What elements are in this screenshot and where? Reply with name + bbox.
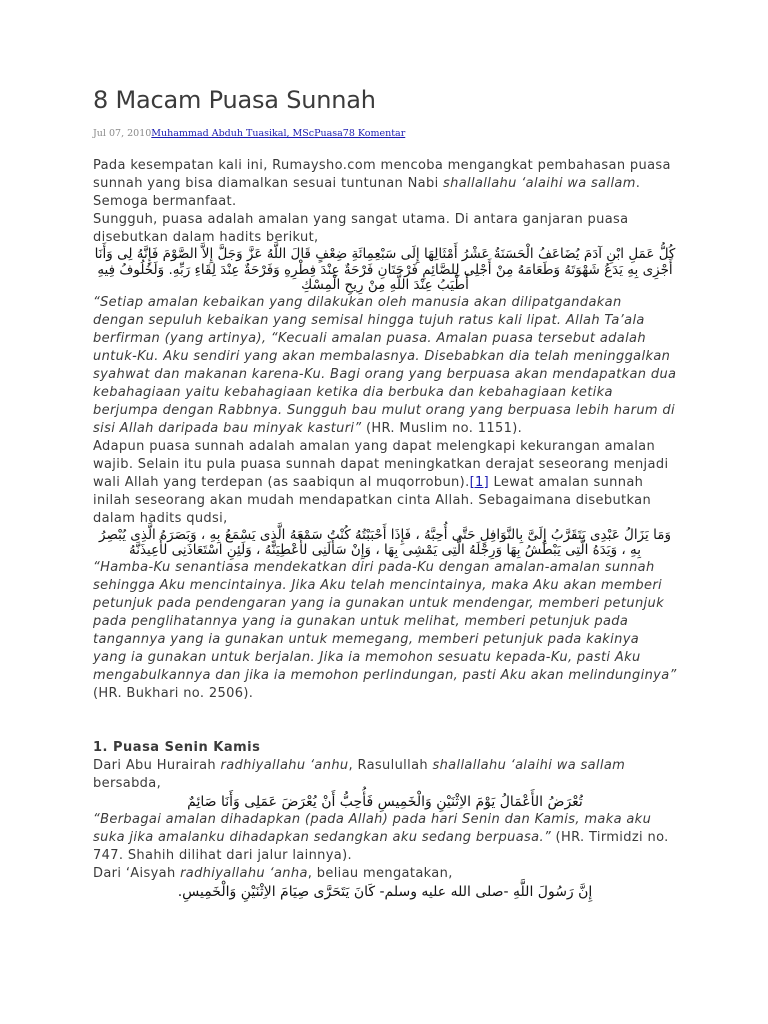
arabic-hadith-1: كُلُّ عَمَلِ ابْنِ آدَمَ يُضَاعَفُ الْحَسَنَةُ عَشْرُ أَمْثَالِهَا إِلَى سَبْعِمِائَةِ ضِعْفٍ قَالَ اللَّهُ عَزَّ وَجَلَّ إِلاَّ الصَّوْمَ فَإِنَّهُ لِى وَأَنَا أَجْزِى بِهِ يَدَعُ شَهْوَتَهُ وَطَعَامَهُ مِنْ أَجْلِى لِلصَّائِمِ فَرْحَتَانِ فَرْحَةٌ عِنْدَ فِطْرِهِ وَفَرْحَةٌ عِنْدَ لِقَاءِ رَبِّهِ. وَلَخُلُوفُ فِيهِ أَطْيَبُ عِنْدَ اللَّهِ مِنْ رِيحِ الْمِسْكِ [94, 246, 676, 293]
author-link[interactable]: Muhammad Abduh Tuasikal, MSc [151, 128, 315, 139]
article-body [93, 157, 677, 901]
salawat-italic: shallallahu ‘alaihi wa sallam [443, 176, 636, 191]
aisyah-paragraph: Dari ‘Aisyah radhiyallahu ‘anha, beliau mengatakan, [93, 865, 453, 881]
translation-2: “Hamba-Ku senantiasa mendekatkan diri pada-Ku dengan amalan-amalan sunnah sehingga Aku mencintainya. Jika Aku telah mencintainya, maka Aku akan memberi petunjuk pada pendengaran yang ia gunakan untuk mendengar, memberi petunjuk pada penglihatannya yang ia gunakan untuk melihat, memberi petunjuk pada tangannya yang ia gunakan untuk memegang, memberi petunjuk pada kakinya yang ia gunakan untuk berjalan. Jika ia memohon sesuatu kepada-Ku, pasti Aku mengabulkannya dan jika ia memohon perlindungan, pasti Aku akan melindunginya” (HR. Bukhari no. 2506). [93, 559, 677, 701]
arabic-hadith-4: إِنَّ رَسُولَ اللَّهِ -صلى الله عليه وسلم- كَانَ يَتَحَرَّى صِيَامَ الاِثْنَيْنِ وَالْخَمِيسِ. [177, 883, 593, 900]
section1-intro: Dari Abu Hurairah radhiyallahu ‘anhu, Rasulullah shallallahu ‘alaihi wa sallam bersabda, [93, 757, 626, 791]
post-meta [93, 128, 405, 139]
comments-link[interactable]: 78 Komentar [342, 128, 406, 139]
post-date: Jul 07, 2010 [93, 128, 152, 139]
sunnah-paragraph: Adapun puasa sunnah adalah amalan yang dapat melengkapi kekurangan amalan wajib. Selain itu pula puasa sunnah dapat meningkatkan derajat seseorang menjadi wali Allah yang terdepan (as saabiqun al muqorrobun).[1] Lewat amalan sunnah inilah seseorang akan mudah mendapatkan cinta Allah. Sebagaimana disebutkan dalam hadits qudsi, [93, 438, 669, 526]
category-link[interactable]: Puasa [314, 128, 343, 139]
translation-1: “Setiap amalan kebaikan yang dilakukan oleh manusia akan dilipatgandakan dengan sepuluh kebaikan yang semisal hingga tujuh ratus kali lipat. Allah Ta’ala berfirman (yang artinya), “Kecuali amalan puasa. Amalan puasa tersebut adalah untuk-Ku. Aku sendiri yang akan membalasnya. Disebabkan dia telah meninggalkan syahwat dan makanan karena-Ku. Bagi orang yang berpuasa akan mendapatkan dua kebahagiaan yaitu kebahagiaan ketika dia berbuka dan kebahagiaan ketika berjumpa dengan Rabbnya. Sungguh bau mulut orang yang berpuasa lebih harum di sisi Allah daripada bau minyak kasturi” (HR. Muslim no. 1151). [93, 294, 677, 436]
section-heading-senin-kamis: 1. Puasa Senin Kamis [93, 739, 261, 755]
footnote-link[interactable]: [1] [469, 474, 490, 490]
page-title: 8 Macam Puasa Sunnah [93, 86, 376, 114]
arabic-hadith-3: تُعْرَضُ الأَعْمَالُ يَوْمَ الاِثْنَيْنِ وَالْخَمِيسِ فَأُحِبُّ أَنْ يُعْرَضَ عَمَلِى وَأَنَا صَائِمٌ [187, 793, 583, 810]
arabic-hadith-2: وَمَا يَزَالُ عَبْدِى يَتَقَرَّبُ إِلَىَّ بِالنَّوَافِلِ حَتَّى أُحِبَّهُ ، فَإِذَا أَحْبَبْتُهُ كُنْتُ سَمْعَهُ الَّذِى يَسْمَعُ بِهِ ، وَبَصَرَهُ الَّذِى يُبْصِرُ بِهِ ، وَيَدَهُ الَّتِى يَبْطُشُ بِهَا وَرِجْلَهُ الَّتِى يَمْشِى بِهَا ، وَإِنْ سَأَلَنِى لأُعْطِيَنَّهُ ، وَلَئِنِ اسْتَعَاذَنِى لأُعِيذَنَّهُ [99, 526, 671, 558]
translation-3: “Berbagai amalan dihadapkan (pada Allah) pada hari Senin dan Kamis, maka aku suka jika amalanku dihadapkan sedangkan aku sedang berpuasa.” (HR. Tirmidzi no. 747. Shahih dilihat dari jalur lainnya). [93, 811, 669, 863]
virtue-paragraph: Sungguh, puasa adalah amalan yang sangat utama. Di antara ganjaran puasa disebutkan dalam hadits berikut, [93, 212, 629, 245]
intro-paragraph: Pada kesempatan kali ini, Rumaysho.com mencoba mengangkat pembahasan puasa sunnah yang bisa diamalkan sesuai tuntunan Nabi shallallahu ‘alaihi wa sallam. Semoga bermanfaat. [93, 158, 671, 209]
